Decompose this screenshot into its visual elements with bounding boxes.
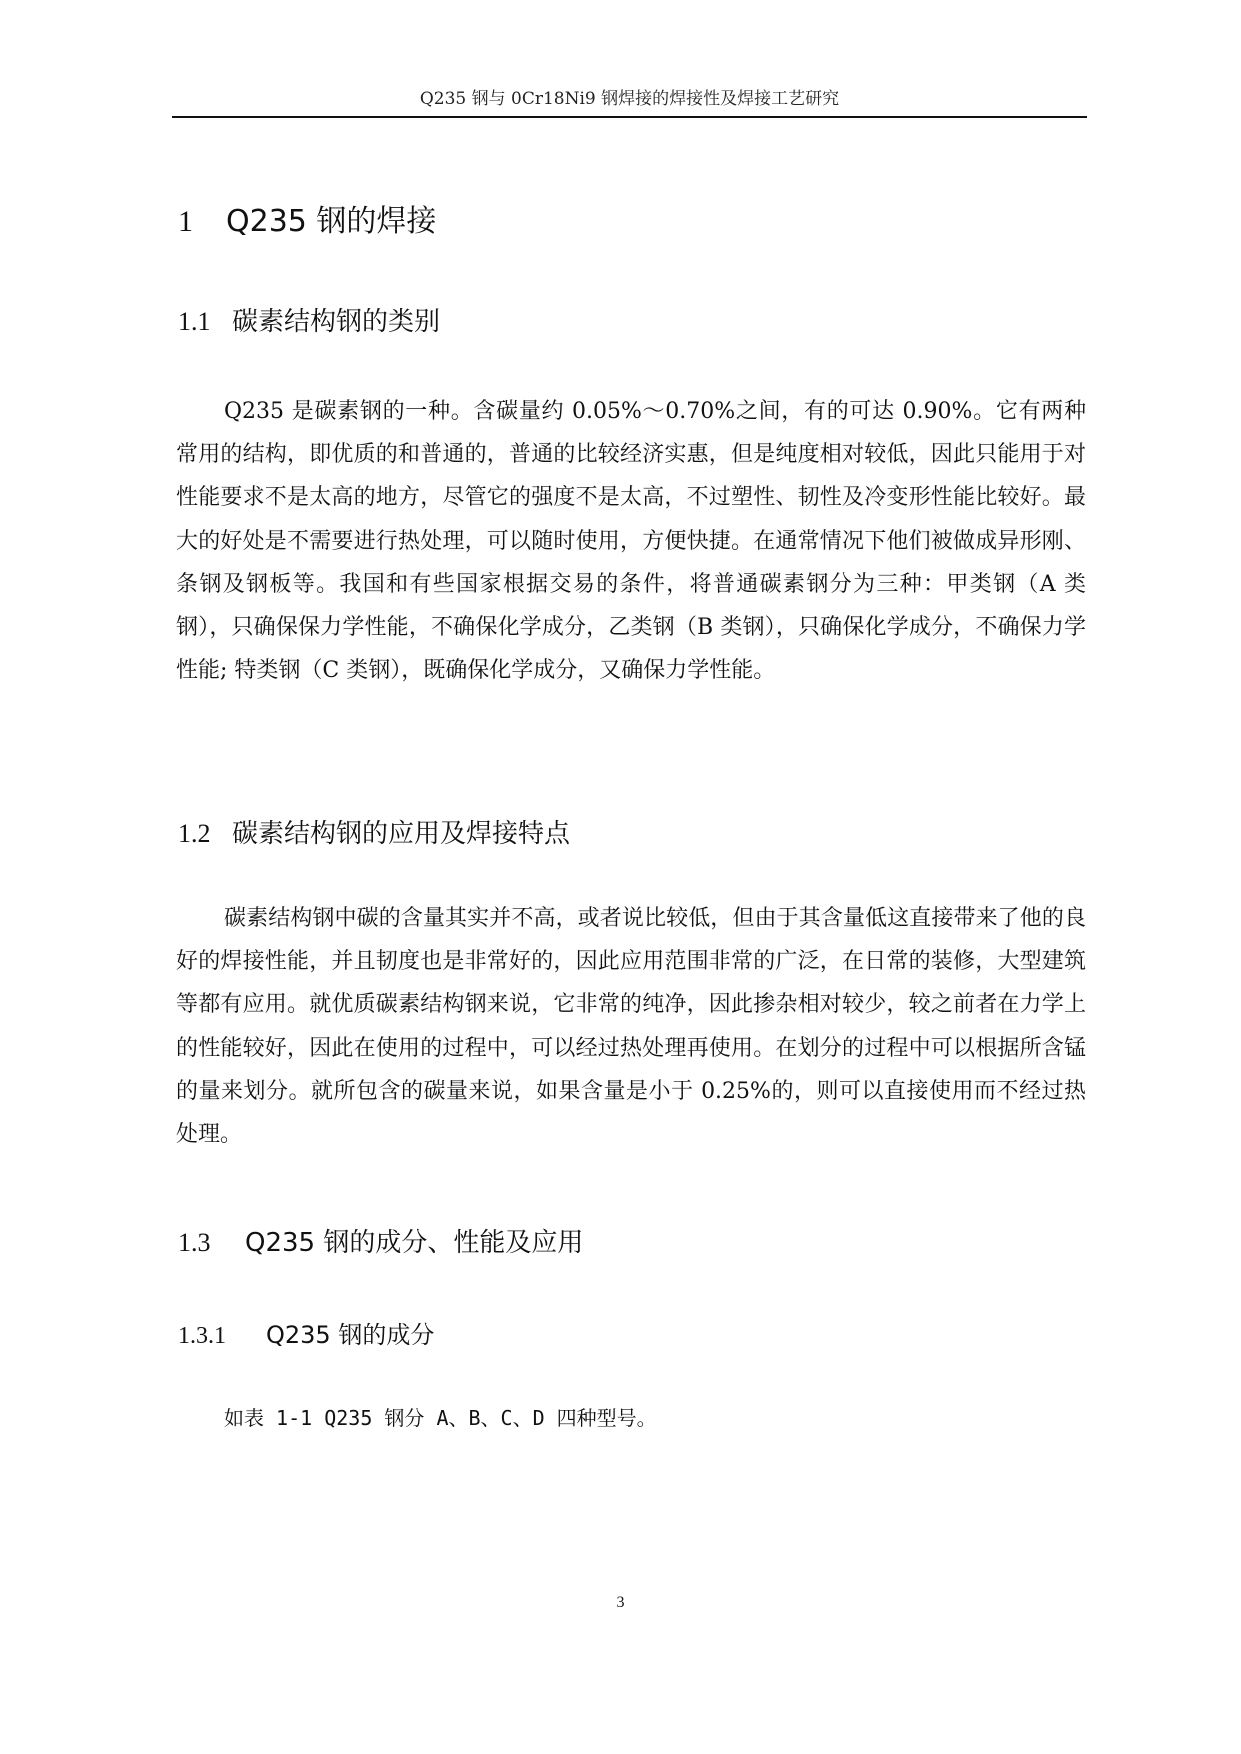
table-reference-note: 如表 1-1 Q235 钢分 A、B、C、D 四种型号。 <box>224 1406 657 1430</box>
section-number: 1.3 <box>178 1228 211 1257</box>
page-number: 3 <box>616 1594 625 1611</box>
subsection-number: 1.3.1 <box>178 1323 226 1349</box>
chapter-title: Q235 钢的焊接 <box>226 204 437 239</box>
section-title: 碳素结构钢的应用及焊接特点 <box>232 819 571 849</box>
running-header <box>172 82 1087 118</box>
subsection-title: Q235 钢的成分 <box>266 1321 435 1349</box>
section-heading-1-3 <box>178 1222 583 1259</box>
section-title: 碳素结构钢的类别 <box>232 307 441 337</box>
section-1-2-paragraph: 碳素结构钢中碳的含量其实并不高，或者说比较低，但由于其含量低这直接带来了他的良好的焊接性能，并且韧度也是非常好的，因此应用范围非常的广泛，在日常的装修，大型建筑等都有应用。就优质碳素结构钢来说，它非常的纯净，因此掺杂相对较少，较之前者在力学上的性能较好，因此在使用的过程中，可以经过热处理再使用。在划分的过程中可以根据所含锰的量来划分。就所包含的碳量来说，如果含量是小于 0.25%的，则可以直接使用而不经过热处理。 <box>176 906 1086 1148</box>
section-number: 1.1 <box>178 307 211 336</box>
section-1-1-paragraph: Q235 是碳素钢的一种。含碳量约 0.05%～0.70%之间，有的可达 0.90%。它有两种常用的结构，即优质的和普通的，普通的比较经济实惠，但是纯度相对较低，因此只能用于对性能要求不是太高的地方，尽管它的强度不是太高，不过塑性、韧性及冷变形性能比较好。最大的好处是不需要进行热处理，可以随时使用，方便快捷。在通常情况下他们被做成异形刚、条钢及钢板等。我国和有些国家根据交易的条件，将普通碳素钢分为三种：甲类钢（A 类钢），只确保保力学性能，不确保化学成分，乙类钢（B 类钢），只确保化学成分，不确保力学性能; 特类钢（C 类钢），既确保化学成分，又确保力学性能。 <box>176 399 1086 684</box>
section-number: 1.2 <box>178 819 211 848</box>
chapter-heading <box>178 196 436 240</box>
subsection-heading-1-3-1 <box>178 1315 434 1350</box>
section-heading-1-1 <box>178 301 440 338</box>
running-header-title: Q235 钢与 0Cr18Ni9 钢焊接的焊接性及焊接工艺研究 <box>419 89 840 109</box>
section-title: Q235 钢的成分、性能及应用 <box>245 1228 584 1258</box>
section-heading-1-2 <box>178 813 570 850</box>
chapter-number: 1 <box>178 205 193 238</box>
